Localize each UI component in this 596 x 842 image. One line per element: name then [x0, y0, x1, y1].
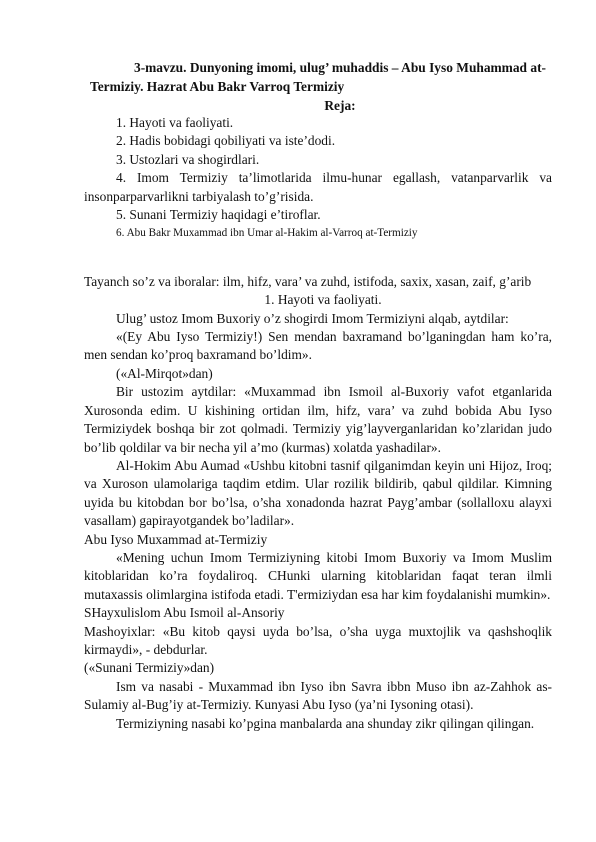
- plan-item: 3. Ustozlari va shogirdlari.: [116, 151, 260, 167]
- quote-paragraph: «(Ey Abu Iyso Termiziy!) Sen mendan baxramand bo’lganingdan ham ko’ra, men sendan ko’proq baxramand bo’ldim».: [84, 329, 552, 363]
- plan-item: 5. Sunani Termiziy haqidagi e’tiroflar.: [116, 207, 321, 223]
- quote-paragraph: «Mening uchun Imom Termiziyning kitobi Imom Buxoriy va Imom Muslim kitoblaridan ko’ra foydaliroq. CHunki ularning kitoblaridan faqat teran ilmli mutaxassis olimlargina istifoda etadi. T'ermiziydan esa har kim foydalanishi mumkin».: [84, 549, 552, 602]
- plan-item: 2. Hadis bobidagi qobiliyati va iste’dodi.: [116, 133, 336, 149]
- plan-item: 1. Hayoti va faoliyati.: [116, 115, 234, 130]
- spacer: [84, 243, 552, 273]
- keywords: Tayanch so’z va iboralar: ilm, hifz, vara’ va zuhd, istifoda, saxix, xasan, zaif, g’arib: [84, 273, 532, 289]
- quote-source: Abu Iyso Muxammad at-Termiziy: [84, 531, 268, 547]
- plan-heading: Reja:: [324, 98, 356, 113]
- paragraph: Ulug’ ustoz Imom Buxoriy o’z shogirdi Imom Termiziyni alqab, aytdilar:: [116, 310, 509, 326]
- quote-paragraph: Bir ustozim aytdilar: «Muxammad ibn Ismoil al-Buxoriy vafot etganlarida Xurosonda edim. U kishining ortidan ilm, hifz, vara’ va zuhd bobida Abu Iyso Termiziydek boshqa bir zot qolmadi. Termiziy yig’layverganlaridan ko’zlaridan judo bo’lib qoldilar va bir necha yil a’mo (kurmas) xolatda yashadilar».: [84, 384, 552, 455]
- quote-source: («Al-Mirqot»dan): [116, 365, 213, 381]
- page-title: 3-mavzu. Dunyoning imomi, ulug’ muhaddis – Abu Iyso Muhammad at-Termiziy. Hazrat Abu Bakr Varroq Termiziy: [90, 60, 546, 94]
- paragraph: Termiziyning nasabi ko’pgina manbalarda ana shunday zikr qilingan qilingan.: [116, 715, 535, 731]
- section-heading: 1. Hayoti va faoliyati.: [264, 292, 382, 308]
- quote-paragraph: Mashoyixlar: «Bu kitob qaysi uyda bo’lsa, o’sha uyga muxtojlik va qashshoqlik kirmaydi», - debdurlar.: [84, 623, 552, 657]
- document-body: [84, 114, 552, 733]
- quote-paragraph: Al-Hokim Abu Aumad «Ushbu kitobni tasnif qilganimdan keyin uni Hijoz, Iroq; va Xuroson ulamolariga taqdim etdim. Ular rozilik bildirib, qabul qildilar. Kimning uyida bu kitobdan bor bo’lsa, o’sha xonadonda hazrat Payg’ambar (sollalloxu alayxi vasallam) gapirayotgandek bo’ladilar».: [84, 457, 552, 529]
- quote-source: SHayxulislom Abu Ismoil al-Ansoriy: [84, 605, 285, 621]
- quote-source: («Sunani Termiziy»dan): [84, 660, 215, 676]
- plan-item: 6. Abu Bakr Muxammad ibn Umar al-Hakim al-Varroq at-Termiziy: [116, 227, 418, 240]
- paragraph: Ism va nasabi - Muxammad ibn Iyso ibn Savra ibbn Muso ibn az-Zahhok as-Sulamiy al-Bug’iy at-Termiziy. Kunyasi Abu Iyso (ya’ni Iysoning otasi).: [84, 678, 552, 713]
- plan-item: 4. Imom Termiziy ta’limotlarida ilmu-hunar egallash, vatanparvarlik va insonparparvarlikni tarbiyalash to’g’risida.: [84, 170, 552, 204]
